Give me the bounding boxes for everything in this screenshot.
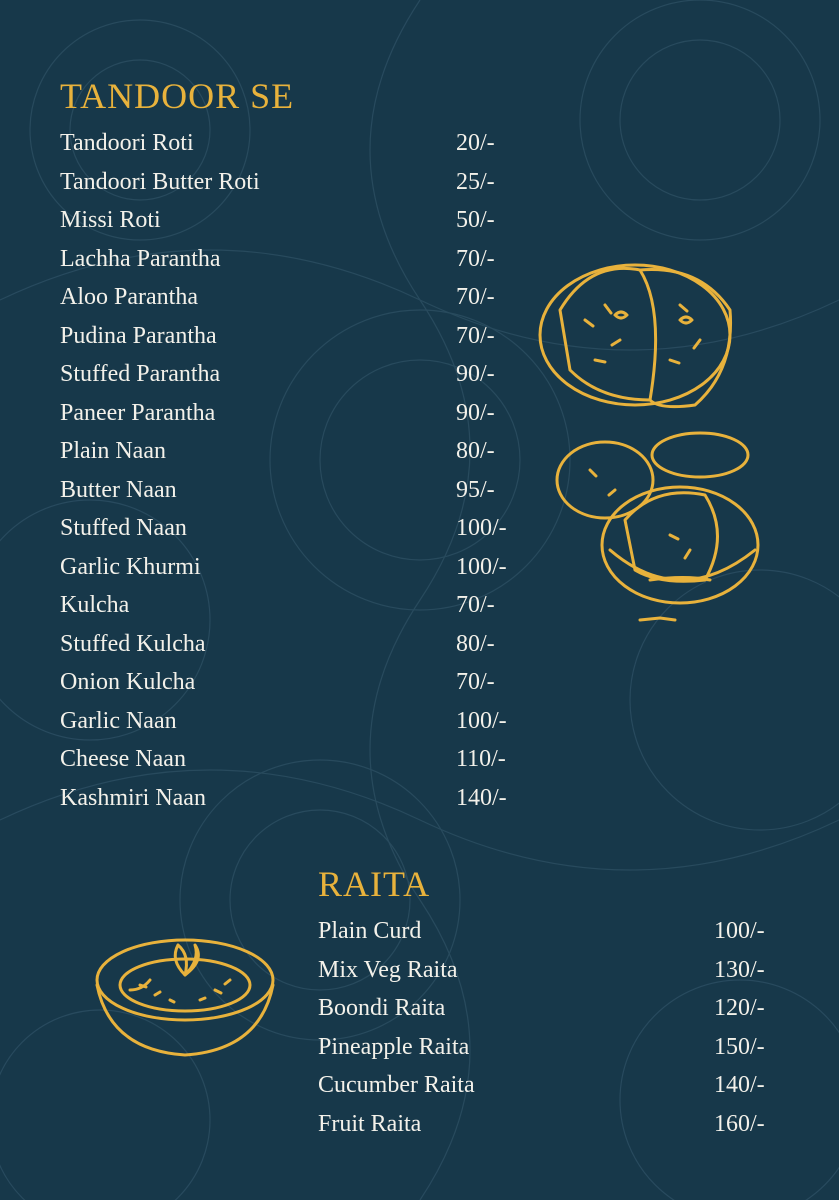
item-price: 95/- [456, 476, 495, 503]
item-name: Fruit Raita [318, 1110, 422, 1137]
item-price: 25/- [456, 168, 495, 195]
item-name: Garlic Khurmi [60, 553, 201, 580]
raita-menu-item [318, 951, 788, 990]
raita-menu-item [318, 1066, 788, 1105]
item-price: 70/- [456, 245, 495, 272]
item-price: 80/- [456, 438, 495, 464]
item-price: 160/- [714, 1110, 765, 1137]
tandoor-menu-item [60, 663, 530, 702]
item-price: 70/- [456, 592, 495, 618]
item-price: 130/- [714, 956, 765, 983]
raita-bowl-icon [90, 925, 280, 1065]
tandoor-menu-item [60, 779, 530, 818]
item-name: Garlic Naan [60, 707, 177, 734]
item-price: 120/- [714, 995, 765, 1022]
tandoor-menu-item [60, 586, 530, 625]
item-price: 80/- [456, 630, 495, 657]
item-price: 70/- [456, 322, 495, 349]
item-price: 20/- [456, 130, 495, 156]
item-name: Onion Kulcha [60, 669, 196, 695]
item-name: Tandoori Roti [60, 130, 194, 156]
item-name: Lachha Parantha [60, 245, 221, 272]
item-price: 150/- [714, 1033, 765, 1060]
tandoor-menu-item [60, 394, 530, 433]
tandoor-menu-list [60, 124, 530, 817]
tandoor-menu-item [60, 548, 530, 587]
item-name: Kulcha [60, 592, 130, 618]
item-name: Cheese Naan [60, 746, 186, 772]
item-price: 140/- [456, 784, 507, 811]
raita-menu-item [318, 989, 788, 1028]
item-name: Paneer Parantha [60, 399, 216, 426]
tandoor-menu-item [60, 317, 530, 356]
item-name: Stuffed Parantha [60, 361, 221, 387]
item-price: 70/- [456, 284, 495, 310]
item-name: Cucumber Raita [318, 1072, 475, 1099]
item-name: Kashmiri Naan [60, 784, 206, 811]
item-name: Plain Naan [60, 438, 166, 464]
raita-menu-item [318, 1105, 788, 1144]
tandoor-menu-item [60, 471, 530, 510]
item-price: 90/- [456, 399, 495, 426]
item-price: 50/- [456, 207, 495, 233]
tandoor-menu-item [60, 509, 530, 548]
item-name: Missi Roti [60, 207, 161, 233]
tandoor-menu-item [60, 740, 530, 779]
item-name: Pineapple Raita [318, 1033, 470, 1060]
raita-menu-item [318, 912, 788, 951]
naan-bread-icon [530, 250, 770, 630]
tandoor-menu-item [60, 432, 530, 471]
section-title-raita: RAITA [318, 864, 431, 904]
item-name: Butter Naan [60, 476, 177, 503]
item-name: Tandoori Butter Roti [60, 168, 260, 195]
tandoor-menu-item [60, 240, 530, 279]
item-name: Stuffed Naan [60, 515, 187, 541]
tandoor-menu-item [60, 702, 530, 741]
item-name: Mix Veg Raita [318, 956, 458, 983]
item-name: Stuffed Kulcha [60, 630, 206, 657]
item-name: Boondi Raita [318, 995, 446, 1022]
tandoor-menu-item [60, 625, 530, 664]
tandoor-menu-item [60, 355, 530, 394]
raita-menu-item [318, 1028, 788, 1067]
item-price: 100/- [714, 918, 765, 944]
item-price: 70/- [456, 669, 495, 695]
tandoor-menu-item [60, 124, 530, 163]
item-price: 100/- [456, 515, 507, 541]
item-price: 140/- [714, 1072, 765, 1099]
item-price: 100/- [456, 707, 507, 734]
tandoor-menu-item [60, 201, 530, 240]
item-price: 100/- [456, 553, 507, 580]
item-name: Plain Curd [318, 918, 422, 944]
item-name: Aloo Parantha [60, 284, 198, 310]
section-title-tandoor: TANDOOR SE [60, 76, 295, 116]
item-name: Pudina Parantha [60, 322, 217, 349]
item-price: 110/- [456, 746, 506, 772]
tandoor-menu-item [60, 278, 530, 317]
raita-menu-list [318, 912, 788, 1144]
tandoor-menu-item [60, 163, 530, 202]
item-price: 90/- [456, 361, 495, 387]
